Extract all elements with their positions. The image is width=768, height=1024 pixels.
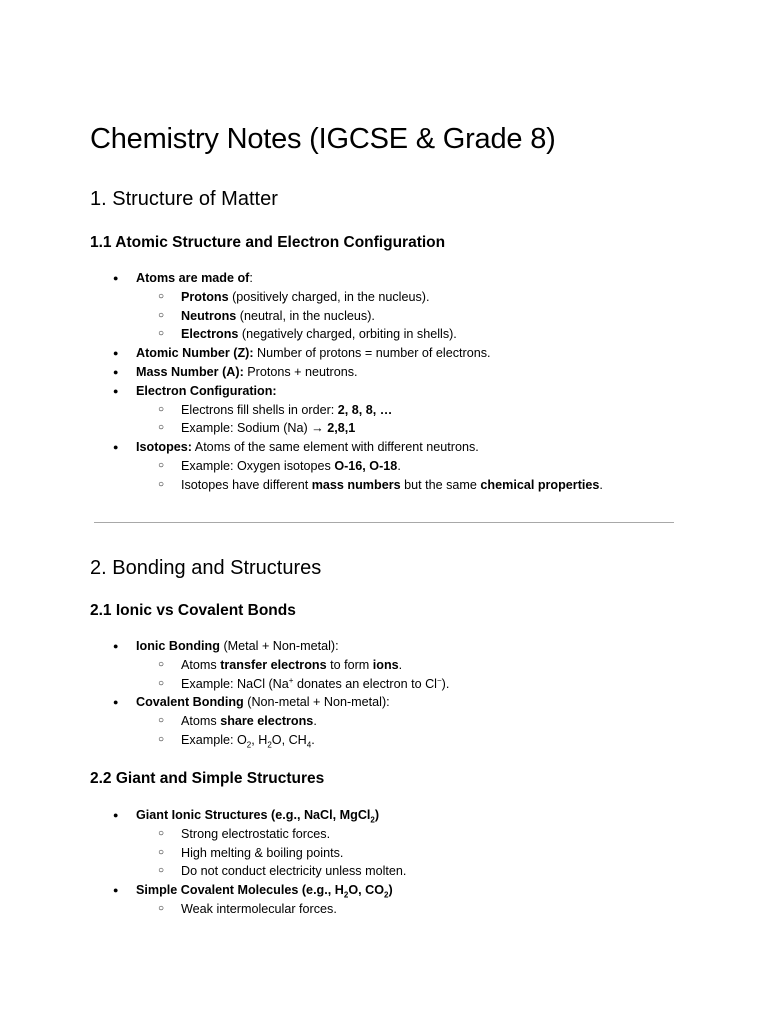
list-item: [136, 675, 713, 694]
superscript: +: [288, 675, 294, 685]
list-item: [136, 476, 713, 495]
text: Isotopes have different: [181, 477, 312, 492]
bold-term: ions: [372, 657, 399, 672]
subsection-heading-giant-and-simple: 2.2 Giant and Simple Structures: [90, 770, 325, 787]
page-title: Chemistry Notes (IGCSE & Grade 8): [90, 123, 556, 155]
text: (negatively charged, orbiting in shells).: [238, 327, 457, 342]
list-item: [113, 382, 713, 438]
list-item: [136, 307, 713, 326]
text: Number of protons = number of electrons.: [253, 346, 491, 361]
list-item: [136, 401, 713, 420]
list-item: [136, 288, 713, 307]
bold-term: Protons: [181, 289, 229, 304]
bold-term: 2, 8, 8, …: [337, 402, 393, 417]
subsection-heading-atomic-structure: 1.1 Atomic Structure and Electron Configuration: [90, 234, 446, 251]
bold-term: [136, 808, 380, 825]
text: .: [397, 458, 401, 473]
text: Giant Ionic Structures (e.g., NaCl, MgCl: [136, 808, 371, 822]
atomic-structure-list: [113, 269, 713, 495]
list-item: [113, 363, 713, 382]
list-item: [136, 325, 713, 344]
list-item: [113, 693, 713, 749]
text: Example: NaCl (Na: [181, 676, 289, 691]
list-item: [113, 344, 713, 363]
text: , H: [251, 732, 268, 747]
text: but the same: [400, 477, 481, 492]
text: Example: Sodium (Na) →: [181, 421, 328, 436]
text: O, CH: [271, 732, 307, 747]
bold-term: Electrons: [181, 327, 239, 342]
text: O, CO: [348, 883, 384, 898]
section-heading-structure-of-matter: 1. Structure of Matter: [90, 188, 278, 210]
bold-term: O-16, O-18: [334, 458, 398, 473]
text: donates an electron to Cl: [293, 676, 437, 691]
text: ): [388, 883, 393, 898]
list-item: [136, 712, 713, 731]
text: .: [599, 477, 603, 492]
structures-list: [113, 806, 713, 919]
bold-term: Atomic Number (Z):: [136, 346, 254, 361]
sub-list: [136, 712, 713, 750]
list-item: [113, 438, 713, 494]
bold-term: chemical properties: [480, 477, 600, 492]
bold-term: Electron Configuration:: [136, 383, 277, 398]
text: Protons + neutrons.: [243, 364, 358, 379]
text: (Metal + Non-metal):: [219, 639, 339, 653]
bold-term: [136, 883, 393, 900]
superscript: −: [436, 675, 442, 685]
text: (neutral, in the nucleus).: [236, 308, 375, 323]
sub-list: [136, 900, 713, 919]
subsection-heading-ionic-vs-covalent: 2.1 Ionic vs Covalent Bonds: [90, 602, 296, 619]
sub-list: [136, 825, 713, 881]
subscript: 2: [370, 815, 375, 825]
bold-term: Ionic Bonding: [136, 639, 220, 653]
bold-term: 2,8,1: [327, 421, 356, 436]
sub-list: [136, 656, 713, 694]
text: Atoms of the same element with different neutrons.: [191, 440, 479, 455]
text: .: [311, 732, 315, 747]
bold-term: Mass Number (A):: [136, 364, 244, 379]
text: ): [374, 808, 380, 822]
text: Atoms: [181, 714, 221, 729]
bold-term: Neutrons: [181, 308, 237, 323]
list-item: [113, 269, 713, 344]
text: .: [313, 714, 317, 729]
horizontal-divider: [94, 522, 674, 523]
section-heading-bonding-and-structures: 2. Bonding and Structures: [90, 557, 322, 579]
list-item: ○ High melting & boiling points.: [136, 844, 713, 863]
list-item: ○ Strong electrostatic forces.: [136, 825, 713, 844]
sub-list: [136, 401, 713, 439]
list-item: [136, 731, 713, 750]
sub-list: [136, 288, 713, 344]
bonds-list: [113, 637, 713, 750]
text: Simple Covalent Molecules (e.g., H: [136, 883, 344, 898]
bold-term: mass numbers: [311, 477, 401, 492]
list-item: [136, 656, 713, 675]
bold-term: share electrons: [220, 714, 314, 729]
bold-term: Atoms are made of: [136, 271, 250, 285]
subscript: 2: [246, 740, 252, 750]
bold-term: Covalent Bonding: [136, 695, 244, 710]
list-item: ○ Do not conduct electricity unless molten.: [136, 862, 713, 881]
text: (positively charged, in the nucleus).: [228, 289, 430, 304]
list-item: [113, 637, 713, 693]
text: ).: [441, 676, 450, 691]
text: to form: [326, 657, 373, 672]
list-item: [136, 419, 713, 438]
subscript: 4: [306, 740, 312, 750]
subscript: 2: [343, 890, 349, 900]
list-item: [136, 457, 713, 476]
list-item: ○ Weak intermolecular forces.: [136, 900, 713, 919]
sub-list: [136, 457, 713, 495]
list-item: [113, 806, 713, 881]
text: Example: Oxygen isotopes: [181, 458, 335, 473]
subscript: 2: [384, 890, 389, 900]
text: .: [398, 657, 403, 672]
bold-term: transfer electrons: [220, 657, 327, 672]
bold-term: Isotopes:: [136, 440, 192, 455]
text: Electrons fill shells in order:: [181, 402, 338, 417]
list-item: [113, 881, 713, 919]
subscript: 2: [267, 740, 272, 750]
text: (Non-metal + Non-metal):: [243, 695, 390, 710]
text: Example: O: [181, 732, 247, 747]
text: :: [249, 271, 253, 285]
text: Atoms: [181, 657, 221, 672]
